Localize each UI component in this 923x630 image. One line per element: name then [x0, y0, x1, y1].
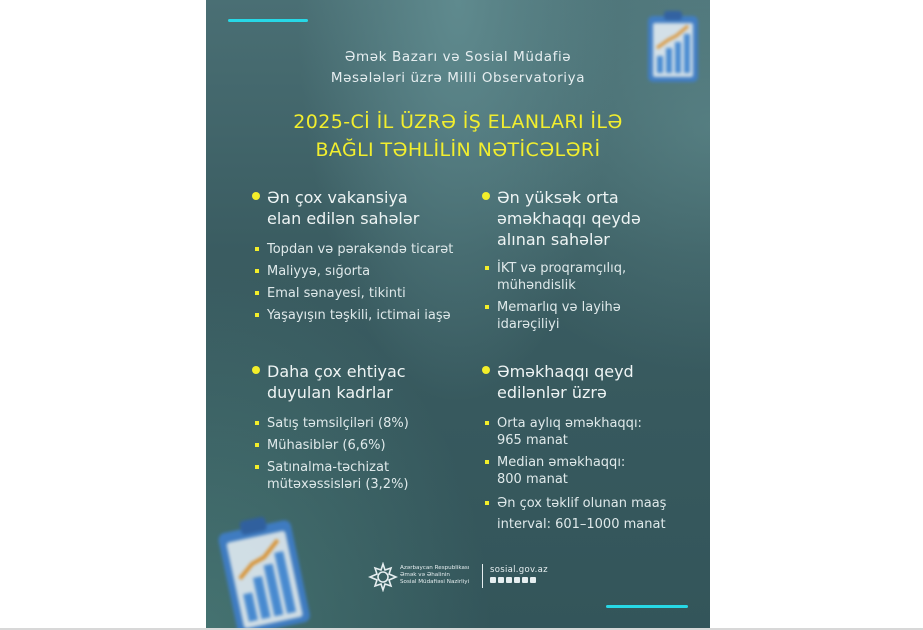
section-title: [254, 361, 464, 403]
bullet-square: [485, 501, 489, 505]
title-line: Ən çox vakansiya: [267, 188, 408, 207]
title-line: edilənlər üzrə: [497, 383, 607, 402]
item-text: idarəçiliyi: [497, 317, 560, 332]
item-text: Memarlıq və layihə: [497, 300, 621, 315]
instagram-icon[interactable]: [498, 577, 504, 583]
bullet-square: [255, 269, 259, 273]
facebook-icon[interactable]: [490, 577, 496, 583]
list-item: [484, 415, 694, 449]
list-item: [254, 415, 464, 432]
list-item: [254, 307, 464, 324]
ministry-name: [400, 565, 469, 586]
title-line: əməkhaqqı qeydə: [497, 209, 641, 228]
list-item: [254, 437, 464, 454]
page-title: [206, 108, 710, 164]
section-top-sectors: [254, 187, 464, 324]
bullet-square: [485, 460, 489, 464]
item-text: Emal sənayesi, tikinti: [267, 286, 406, 301]
list-item: [484, 299, 684, 333]
item-text: Mühasiblər (6,6%): [267, 438, 386, 453]
bullet-square: [485, 305, 489, 309]
item-text: 800 manat: [497, 472, 568, 487]
item-text: interval: 601–1000 manat: [497, 517, 666, 532]
title-line: Əməkhaqqı qeyd: [497, 362, 634, 381]
item-text: Median əməkhaqqı:: [497, 455, 626, 470]
section-title: [484, 361, 694, 403]
section-top-salary: [484, 187, 684, 333]
bullet-dot: [252, 192, 260, 200]
section-demand: [254, 361, 464, 493]
item-text: Maliyyə, sığorta: [267, 264, 371, 279]
infographic-poster: [206, 0, 710, 630]
item-text: Orta aylıq əməkhaqqı:: [497, 416, 642, 431]
list-item: [484, 260, 684, 294]
bullet-square: [255, 291, 259, 295]
bullet-square: [485, 421, 489, 425]
title-line: 2025-Cİ İL ÜZRƏ İŞ ELANLARI İLƏ: [293, 111, 623, 133]
list-item: [254, 263, 464, 280]
bullet-square: [255, 313, 259, 317]
bullet-dot: [482, 192, 490, 200]
telegram-icon[interactable]: [506, 577, 512, 583]
bullet-dot: [252, 366, 260, 374]
section-title: [484, 187, 684, 250]
item-text: mütəxəssisləri (3,2%): [267, 477, 409, 492]
wage-list: [484, 415, 694, 535]
item-text: Topdan və pərakəndə ticarət: [267, 242, 454, 257]
item-text: Ən çox təklif olunan maaş: [497, 496, 667, 511]
ministry-line: Sosial Müdafiəsi Nazirliyi: [400, 579, 470, 585]
item-text: İKT və proqramçılıq,: [497, 261, 627, 276]
org-line: Əmək Bazarı və Sosial Müdafiə: [344, 49, 572, 65]
section-wages: [484, 361, 694, 535]
linkedin-icon[interactable]: [530, 577, 536, 583]
salary-sector-list: [484, 260, 684, 333]
title-line: Ən yüksək orta: [497, 188, 619, 207]
youtube-icon[interactable]: [522, 577, 528, 583]
ministry-line: Əmək və Əhalinin: [400, 572, 450, 578]
social-icons: [490, 577, 536, 583]
title-line: alınan sahələr: [497, 230, 610, 249]
section-title: [254, 187, 464, 229]
bullet-square: [255, 465, 259, 469]
list-item: [484, 493, 694, 535]
title-line: Daha çox ehtiyac: [267, 362, 406, 381]
org-line: Məsələləri üzrə Milli Observatoriya: [330, 70, 586, 86]
sector-list: [254, 241, 464, 324]
list-item: [484, 454, 694, 488]
list-item: [254, 241, 464, 258]
item-text: Yaşayışın təşkili, ictimai iaşə: [267, 308, 451, 323]
demand-list: [254, 415, 464, 493]
clipboard-chart-icon: [212, 510, 312, 630]
title-line: elan edilən sahələr: [267, 209, 420, 228]
whatsapp-icon[interactable]: [514, 577, 520, 583]
item-text: 965 manat: [497, 433, 568, 448]
website-link[interactable]: sosial.gov.az: [490, 565, 548, 575]
bullet-dot: [482, 366, 490, 374]
footer-divider: [482, 564, 483, 588]
list-item: [254, 285, 464, 302]
bullet-square: [255, 421, 259, 425]
item-text: mühəndislik: [497, 278, 576, 293]
bullet-square: [485, 266, 489, 270]
organization-name: [206, 47, 710, 89]
title-line: BAĞLI TƏHLİLİN NƏTİCƏLƏRİ: [315, 139, 601, 161]
bullet-square: [255, 247, 259, 251]
ministry-line: Azərbaycan Respublikası: [400, 565, 470, 571]
item-text: Satış təmsilçiləri (8%): [267, 416, 409, 431]
top-accent-line: [228, 19, 308, 22]
ministry-logo-icon: [368, 562, 398, 592]
bottom-accent-line: [606, 605, 688, 608]
list-item: [254, 459, 464, 493]
item-text: Satınalma-təchizat: [267, 460, 390, 475]
bullet-square: [255, 443, 259, 447]
title-line: duyulan kadrlar: [267, 383, 393, 402]
